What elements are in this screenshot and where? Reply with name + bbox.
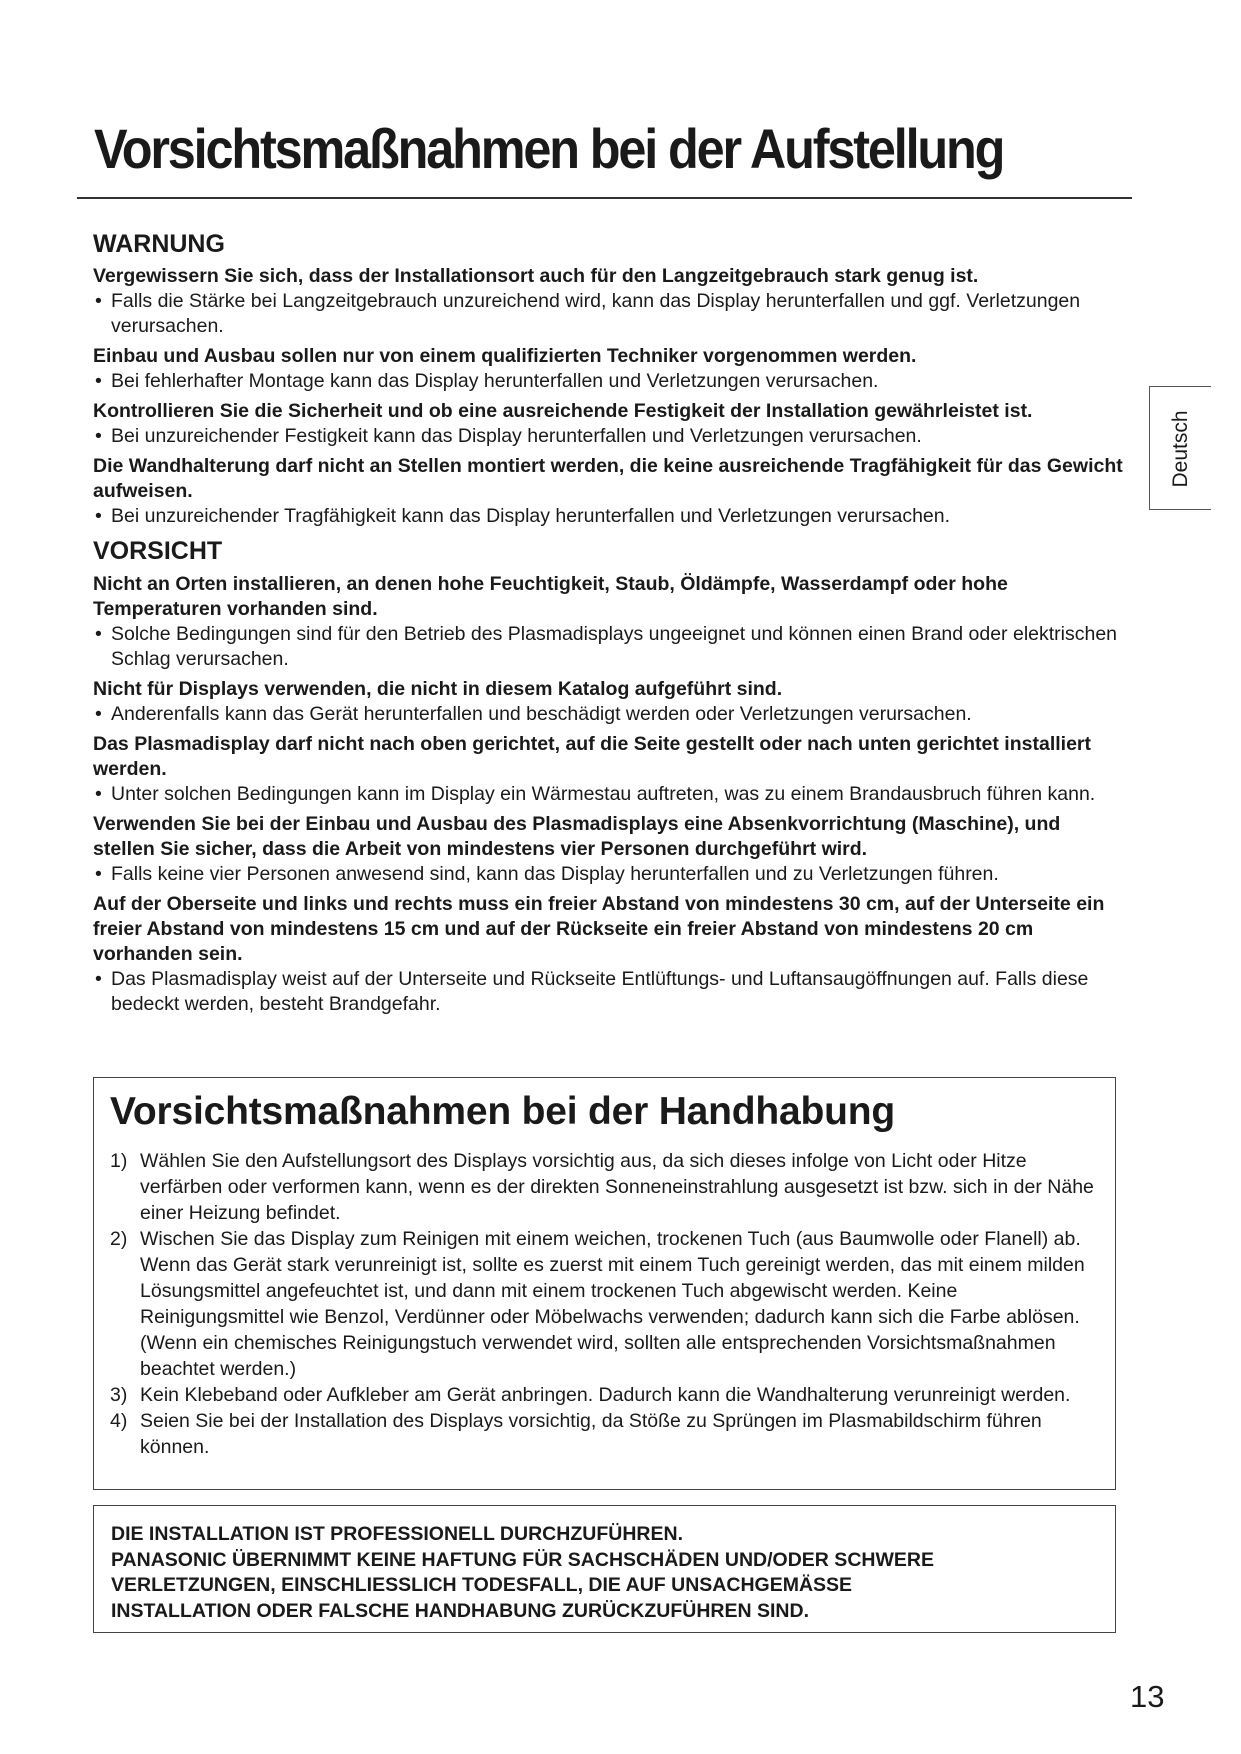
handling-steps [110, 1148, 1099, 1460]
handling-precautions-box [93, 1077, 1116, 1490]
page-title: Vorsichtsmaßnahmen bei der Aufstellung [94, 117, 1004, 180]
caution-item-bullet [93, 702, 1123, 727]
bullet-text: Bei unzureichender Festigkeit kann das Display herunterfallen und Verletzungen verursachen. [111, 425, 922, 447]
caution-item-bullet [93, 622, 1123, 672]
step-text: Wählen Sie den Aufstellungsort des Displays vorsichtig aus, da sich dieses infolge von Licht oder Hitze verfärben oder verformen kann, wenn es der direkten Sonneneinstrahlung ausgesetzt ist bzw. sich in der Nähe einer Heizung befindet. [140, 1150, 1094, 1224]
handling-step [110, 1226, 1099, 1382]
caution-item-bullet [93, 782, 1123, 807]
warning-item-bullet [93, 369, 1123, 394]
bullet-text: Falls keine vier Personen anwesend sind, kann das Display herunterfallen und zu Verletzungen führen. [111, 863, 999, 885]
bullet-glyph: • [95, 863, 102, 885]
notice-line: DIE INSTALLATION IST PROFESSIONELL DURCHZUFÜHREN. [111, 1523, 684, 1545]
step-text: Wischen Sie das Display zum Reinigen mit einem weichen, trockenen Tuch (aus Baumwolle oder Flanell) ab. Wenn das Gerät stark verunreinigt ist, sollte es zuerst mit einem Tuch gereinigt werden, das mit einem milden Lösungsmittel angefeuchtet ist, und dann mit einem trockenen Tuch abgewischt werden. Keine Reinigungsmittel wie Benzol, Verdünner oder Möbelwachs verwenden; dadurch kann sich die Farbe ablösen. (Wenn ein chemisches Reinigungstuch verwendet wird, sollten alle entsprechenden Vorsichtsmaßnahmen beachtet werden.) [140, 1228, 1085, 1380]
handling-step [110, 1382, 1099, 1408]
bullet-text: Anderenfalls kann das Gerät herunterfallen und beschädigt werden oder Verletzungen verursachen. [111, 703, 972, 725]
handling-step [110, 1408, 1099, 1460]
bullet-text: Bei fehlerhafter Montage kann das Display herunterfallen und Verletzungen verursachen. [111, 370, 879, 392]
bullet-glyph: • [95, 623, 102, 645]
step-number: 4) [110, 1410, 128, 1432]
bullet-text: Bei unzureichender Tragfähigkeit kann das Display herunterfallen und Verletzungen verursachen. [111, 505, 951, 527]
caution-section [93, 537, 1123, 1017]
caution-item [93, 732, 1123, 807]
warning-item-heading: Vergewissern Sie sich, dass der Installationsort auch für den Langzeitgebrauch stark genug ist. [93, 265, 979, 287]
bullet-text: Das Plasmadisplay weist auf der Unterseite und Rückseite Entlüftungs- und Luftansaugöffnungen auf. Falls diese bedeckt werden, besteht Brandgefahr. [111, 968, 1089, 1015]
warning-heading: WARNUNG [93, 230, 225, 258]
bullet-text: Solche Bedingungen sind für den Betrieb des Plasmadisplays ungeeignet und können einen Brand oder elektrischen Schlag verursachen. [111, 623, 1118, 670]
step-number: 1) [110, 1150, 128, 1172]
bullet-glyph: • [95, 425, 102, 447]
bullet-glyph: • [95, 290, 102, 312]
warning-item-heading: Kontrollieren Sie die Sicherheit und ob eine ausreichende Festigkeit der Installation gewährleistet ist. [93, 400, 1033, 422]
warning-item-heading: Einbau und Ausbau sollen nur von einem qualifizierten Techniker vorgenommen werden. [93, 345, 917, 367]
language-tab [1149, 386, 1211, 510]
bullet-glyph: • [95, 783, 102, 805]
step-text: Kein Klebeband oder Aufkleber am Gerät anbringen. Dadurch kann die Wandhalterung verunreinigt werden. [140, 1384, 1071, 1406]
warning-item [93, 264, 1123, 339]
warning-item-bullet [93, 424, 1123, 449]
caution-item-heading: Verwenden Sie bei der Einbau und Ausbau des Plasmadisplays eine Absenkvorrichtung (Maschine), und stellen Sie sicher, dass die Arbeit von mindestens vier Personen durchgeführt wird. [93, 813, 1061, 860]
warning-item-bullet [93, 289, 1123, 339]
caution-item-heading: Auf der Oberseite und links und rechts muss ein freier Abstand von mindestens 30 cm, auf der Unterseite ein freier Abstand von mindestens 15 cm und auf der Rückseite ein freier Abstand von mindestens 20 cm vorhanden sein. [93, 893, 1105, 965]
installation-precautions [93, 230, 1123, 1022]
page-number: 13 [1130, 1679, 1165, 1714]
bullet-glyph: • [95, 370, 102, 392]
warning-item [93, 344, 1123, 394]
warning-item [93, 399, 1123, 449]
handling-title: Vorsichtsmaßnahmen bei der Handhabung [110, 1090, 895, 1133]
bullet-glyph: • [95, 968, 102, 990]
bullet-text: Falls die Stärke bei Langzeitgebrauch unzureichend wird, kann das Display herunterfallen und ggf. Verletzungen verursachen. [111, 290, 1081, 337]
caution-item-heading: Nicht für Displays verwenden, die nicht in diesem Katalog aufgeführt sind. [93, 678, 783, 700]
step-number: 2) [110, 1228, 128, 1250]
caution-item-bullet [93, 967, 1123, 1017]
warning-section [93, 230, 1123, 529]
caution-item-bullet [93, 862, 1123, 887]
caution-item-heading: Das Plasmadisplay darf nicht nach oben gerichtet, auf die Seite gestellt oder nach unten gerichtet installiert werden. [93, 733, 1091, 780]
caution-item [93, 892, 1123, 1017]
notice-line: VERLETZUNGEN, EINSCHLIESSLICH TODESFALL, DIE AUF UNSACHGEMÄSSE [111, 1574, 853, 1596]
bullet-glyph: • [95, 505, 102, 527]
warning-item-heading: Die Wandhalterung darf nicht an Stellen montiert werden, die keine ausreichende Tragfähigkeit für das Gewicht aufweisen. [93, 455, 1123, 502]
notice-line: PANASONIC ÜBERNIMMT KEINE HAFTUNG FÜR SACHSCHÄDEN UND/ODER SCHWERE [111, 1548, 934, 1571]
step-number: 3) [110, 1384, 128, 1406]
caution-item [93, 572, 1123, 672]
caution-item [93, 812, 1123, 887]
caution-item-heading: Nicht an Orten installieren, an denen hohe Feuchtigkeit, Staub, Öldämpfe, Wasserdampf oder hohe Temperaturen vorhanden sind. [93, 573, 1008, 620]
caution-heading: VORSICHT [93, 537, 223, 565]
step-text: Seien Sie bei der Installation des Displays vorsichtig, da Stöße zu Sprüngen im Plasmabildschirm führen können. [140, 1410, 1042, 1458]
warning-item-bullet [93, 504, 1123, 529]
bullet-text: Unter solchen Bedingungen kann im Display ein Wärmestau auftreten, was zu einem Brandausbruch führen kann. [111, 783, 1096, 805]
handling-step [110, 1148, 1099, 1226]
language-tab-label: Deutsch [1169, 410, 1192, 488]
caution-item [93, 677, 1123, 727]
title-divider [77, 197, 1132, 199]
liability-notice-box [93, 1505, 1116, 1633]
bullet-glyph: • [95, 703, 102, 725]
warning-item [93, 454, 1123, 529]
notice-line: INSTALLATION ODER FALSCHE HANDHABUNG ZURÜCKZUFÜHREN SIND. [111, 1599, 810, 1622]
